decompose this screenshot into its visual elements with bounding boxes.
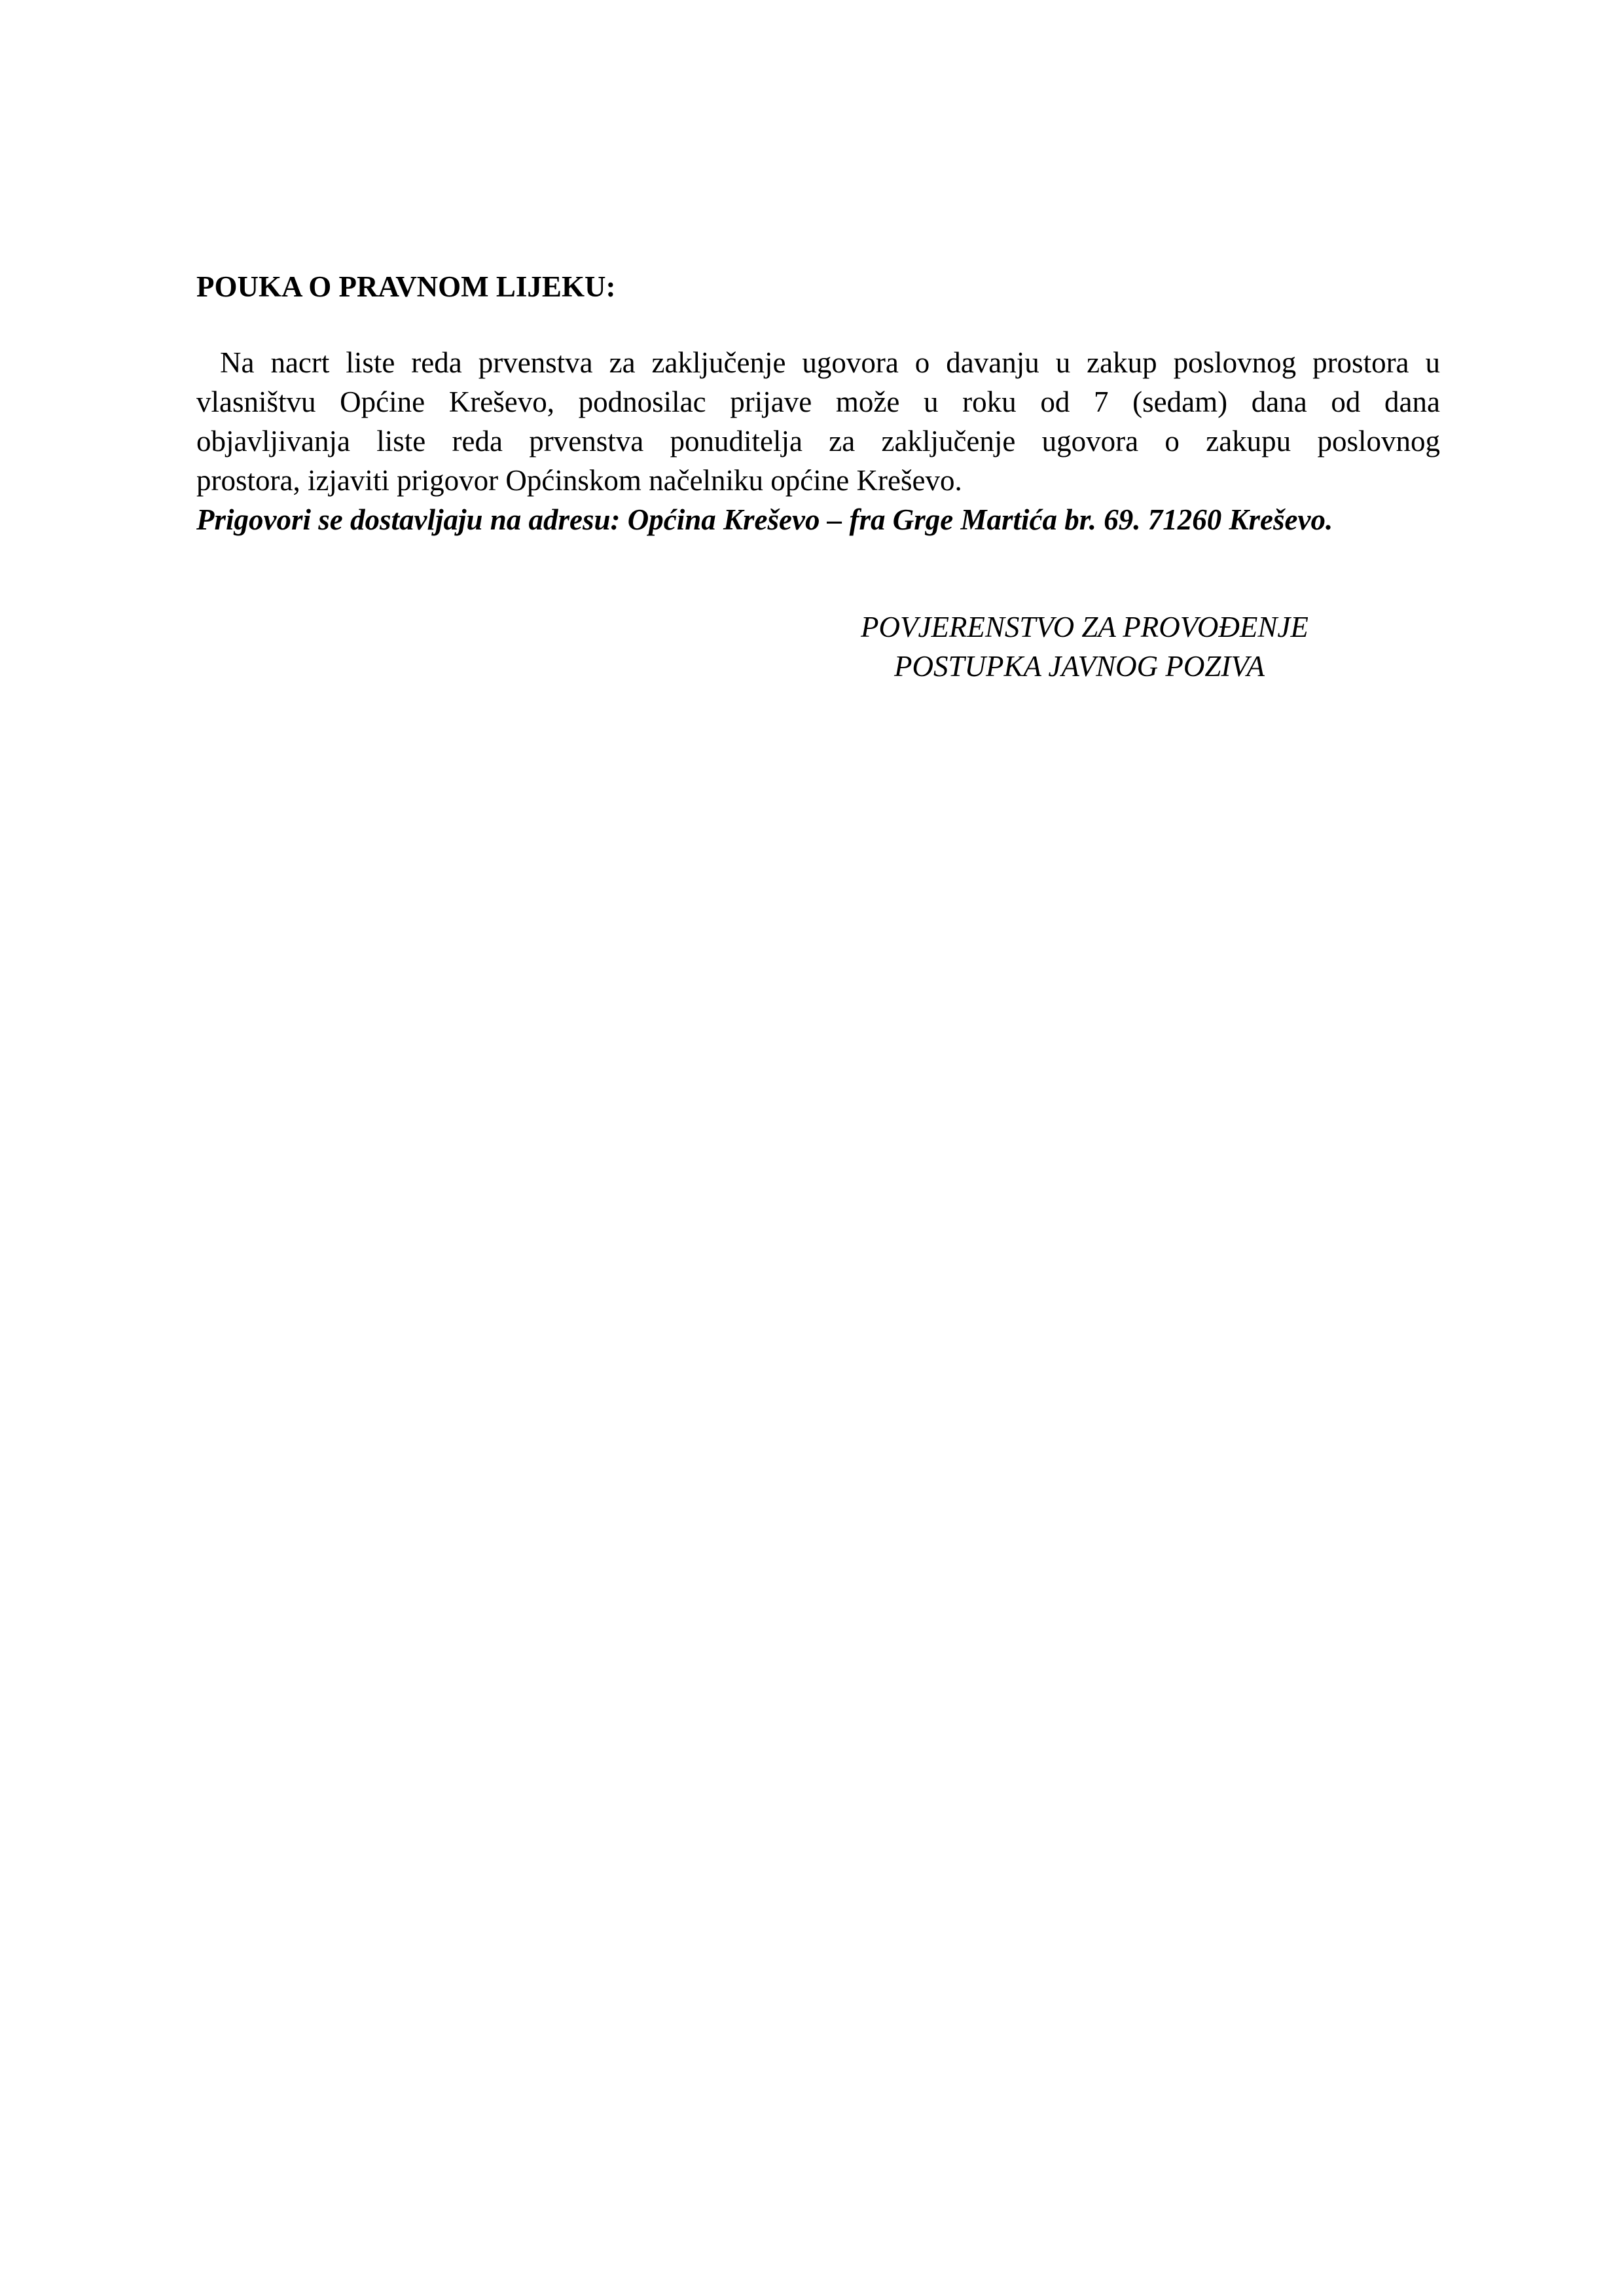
paragraph-line: vlasništvu Općine Kreševo, podnosilac prijave može u roku od 7 (sedam) dana od dana bbox=[196, 386, 1440, 418]
signature-line-committee: POVJERENSTVO ZA PROVOĐENJE bbox=[861, 611, 1308, 643]
paragraph-line: prostora, izjaviti prigovor Općinskom načelniku općine Kreševo. bbox=[196, 464, 962, 497]
legal-remedy-paragraph bbox=[196, 343, 1440, 539]
paragraph-line: Na nacrt liste reda prvenstva za zaključenje ugovora o davanju u zakup poslovnog prostora u bbox=[220, 346, 1440, 379]
address-note: Prigovori se dostavljaju na adresu: Općina Kreševo – fra Grge Martića br. 69. 71260 Kreševo. bbox=[196, 503, 1333, 536]
legal-remedy-heading: POUKA O PRAVNOM LIJEKU: bbox=[196, 270, 616, 303]
paragraph-line: objavljivanja liste reda prvenstva ponuditelja za zaključenje ugovora o zakupu poslovnog bbox=[196, 425, 1440, 457]
signature-line-procedure: POSTUPKA JAVNOG POZIVA bbox=[894, 650, 1265, 683]
